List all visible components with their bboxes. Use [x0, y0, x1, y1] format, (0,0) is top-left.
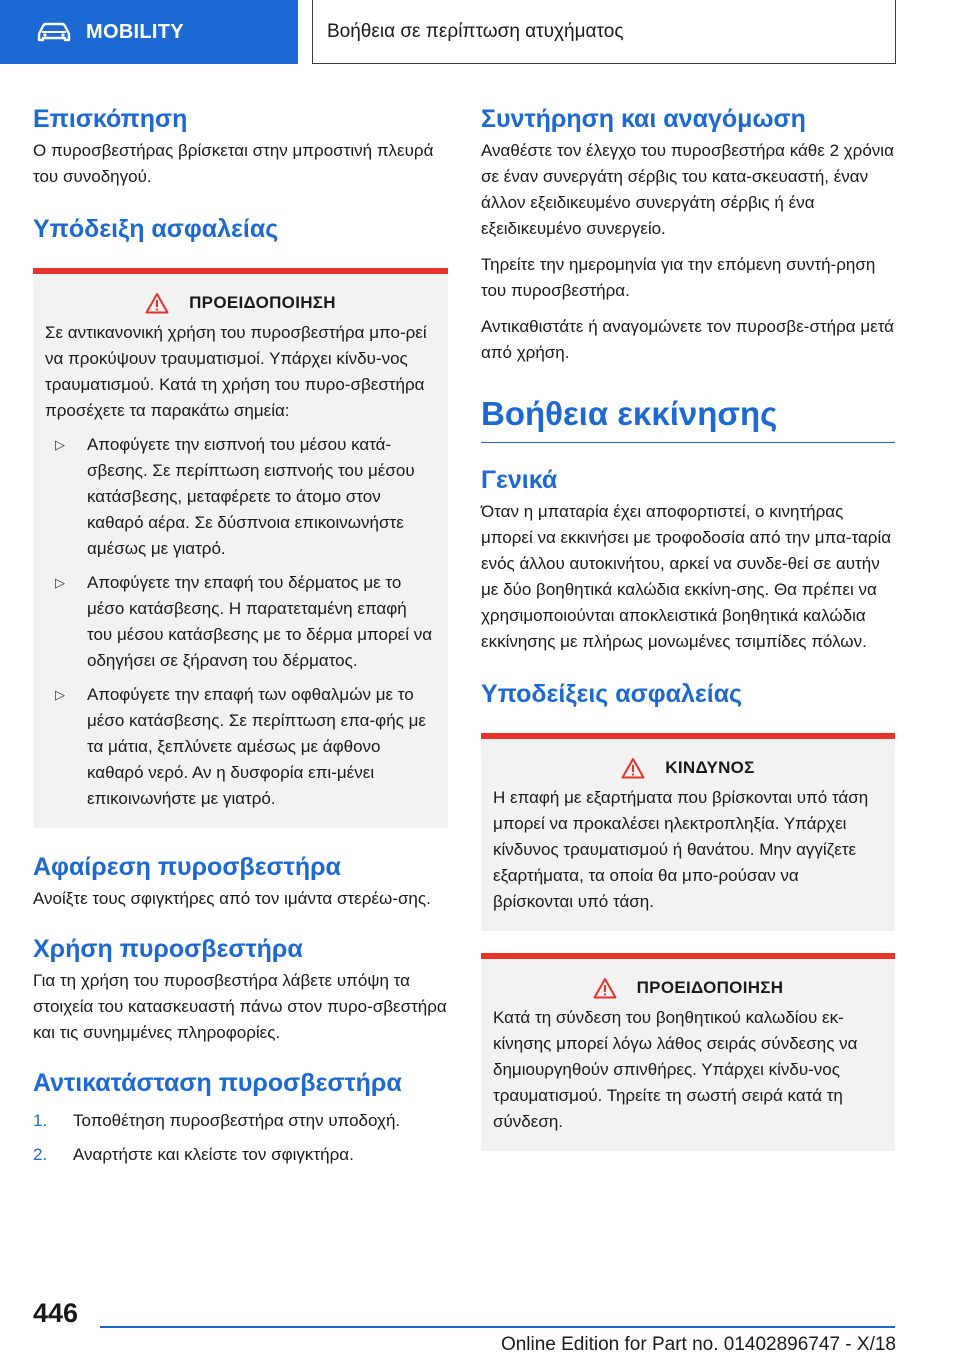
- replace-heading: Αντικατάσταση πυροσβεστήρα: [33, 1069, 402, 1097]
- mobility-tab[interactable]: [0, 0, 298, 64]
- list-item: [45, 570, 436, 674]
- warning-text: Κατά τη σύνδεση του βοηθητικού καλωδίου εκ-κίνησης μπορεί λόγω λάθος σειράς σύνδεσης να δημιουργηθούν σπινθήρες. Υπάρχει κίνδυ-νος τραυματισμού. Τηρείτε τη σωστή σειρά κατά τη σύνδεση.: [493, 1008, 858, 1131]
- warning-triangle-icon: [145, 292, 169, 314]
- danger-box: [481, 733, 895, 931]
- maintenance-heading: Συντήρηση και αναγόμωση: [481, 105, 806, 133]
- overview-heading: Επισκόπηση: [33, 105, 188, 133]
- arrow-right-icon: ▷: [55, 687, 65, 702]
- usage-text: Για τη χρήση του πυροσβεστήρα λάβετε υπόψη τα στοιχεία του κατασκευαστή πάνω στον πυρο-σβεστήρα και τις συνημμένες πληροφορίες.: [33, 971, 447, 1042]
- usage-heading: Χρήση πυροσβεστήρα: [33, 935, 303, 963]
- page-number: 446: [33, 1298, 79, 1328]
- arrow-right-icon: ▷: [55, 437, 65, 452]
- step-number: 2.: [33, 1145, 48, 1164]
- list-item: [45, 682, 436, 812]
- list-item-text: Αποφύγετε την επαφή του δέρματος με το μέσο κατάσβεσης. Η παρατεταμένη επαφή του μέσου κατάσβεσης με το δέρμα μπορεί να οδηγήσει σε ξήρανση του δέρματος.: [87, 573, 433, 670]
- warning-title: ΠΡΟΕΙΔΟΠΟΙΗΣΗ: [189, 293, 336, 312]
- warning-box-header: [45, 288, 436, 318]
- mobility-tab-label: MOBILITY: [86, 20, 184, 43]
- list-item-text: Αποφύγετε την επαφή των οφθαλμών με το μέσο κατάσβεσης. Σε περίπτωση επα-φής με τα μάτια, ξεπλύνετε αμέσως με άφθονο καθαρό νερό. Αν η δυσφορία επι-μένει επικοινωνήστε με γιατρό.: [87, 685, 426, 808]
- car-icon: [36, 21, 72, 43]
- left-column: [33, 96, 448, 1168]
- warning-box: [481, 953, 895, 1151]
- warning-triangle-icon: [621, 757, 645, 779]
- warning-intro: Σε αντικανονική χρήση του πυροσβεστήρα μπο-ρεί να προκύψουν τραυματισμοί. Υπάρχει κίνδυ-νος τραυματισμού. Κατά τη χρήση του πυρο-σβεστήρα προσέχετε τα παρακάτω σημεία:: [45, 323, 427, 420]
- maintenance-text-3: Αντικαθιστάτε ή αναγομώνετε τον πυροσβε-στήρα μετά από χρήση.: [481, 317, 895, 362]
- arrow-right-icon: ▷: [55, 575, 65, 590]
- maintenance-text-2: Τηρείτε την ημερομηνία για την επόμενη συντή-ρηση του πυροσβεστήρα.: [481, 255, 876, 300]
- general-text: Όταν η μπαταρία έχει αποφορτιστεί, ο κινητήρας μπορεί να εκκινήσει με τροφοδοσία από την μπα-ταρία ενός άλλου αυτοκινήτου, αρκεί να συνδε-θεί σε αυτήν με δύο βοηθητικά καλώδια εκκίνη-σης. Θα πρέπει να χρησιμοποιούνται αποκλειστικά βοηθητικά καλώδια εκκίνησης με πλήρως μονωμένες τσιμπίδες πόλων.: [481, 502, 892, 651]
- warning-triangle-icon: [593, 977, 617, 999]
- warning-box: [33, 268, 448, 828]
- overview-text: Ο πυροσβεστήρας βρίσκεται στην μπροστινή πλευρά του συνοδηγού.: [33, 141, 434, 186]
- removal-text: Ανοίξτε τους σφιγκτήρες από τον ιμάντα στερέω-σης.: [33, 889, 431, 908]
- right-column: [481, 96, 895, 1151]
- list-item: [45, 432, 436, 562]
- danger-text: Η επαφή με εξαρτήματα που βρίσκονται υπό τάση μπορεί να προκαλέσει ηλεκτροπληξία. Υπάρχει κίνδυνος τραυματισμού ή θανάτου. Μην αγγίζετε εξαρτήματα, τα οποία θα μπο-ρούσαν να βρίσκονται υπό τάση.: [493, 788, 869, 911]
- section-title: Βοήθεια σε περίπτωση ατυχήματος: [312, 0, 896, 64]
- general-heading: Γενικά: [481, 466, 558, 494]
- safety-notes-heading: Υποδείξεις ασφαλείας: [481, 680, 743, 708]
- jump-start-heading: Βοήθεια εκκίνησης: [481, 392, 895, 443]
- step-number: 1.: [33, 1111, 48, 1130]
- steps-list: [33, 1108, 448, 1168]
- list-item-text: Αποφύγετε την εισπνοή του μέσου κατά-σβεσης. Σε περίπτωση εισπνοής του μέσου κατάσβεσης, μεταφέρετε το άτομο στον καθαρό αέρα. Σε δύσπνοια επικοινωνήστε αμέσως με γιατρό.: [87, 435, 415, 558]
- warning-box-header: [493, 973, 883, 1003]
- danger-box-header: [493, 753, 883, 783]
- step-text: Αναρτήστε και κλείστε τον σφιγκτήρα.: [73, 1145, 354, 1164]
- danger-title: ΚΙΝΔΥΝΟΣ: [665, 758, 755, 777]
- maintenance-text-1: Αναθέστε τον έλεγχο του πυροσβεστήρα κάθε 2 χρόνια σε έναν συνεργάτη σέρβις του κατα-σκευαστή, έναν άλλον εξειδικευμένο συνεργάτη σέρβις ή ένα εξειδικευμένο συνεργείο.: [481, 141, 894, 238]
- step-item: [33, 1142, 448, 1168]
- step-item: [33, 1108, 448, 1134]
- safety-heading: Υπόδειξη ασφαλείας: [33, 215, 279, 243]
- warning-title: ΠΡΟΕΙΔΟΠΟΙΗΣΗ: [636, 978, 784, 997]
- step-text: Τοποθέτηση πυροσβεστήρα στην υποδοχή.: [73, 1111, 401, 1130]
- edition-text: Online Edition for Part no. 01402896747 - X/18: [500, 1334, 896, 1355]
- removal-heading: Αφαίρεση πυροσβεστήρα: [33, 853, 341, 881]
- footer-divider: [100, 1326, 895, 1328]
